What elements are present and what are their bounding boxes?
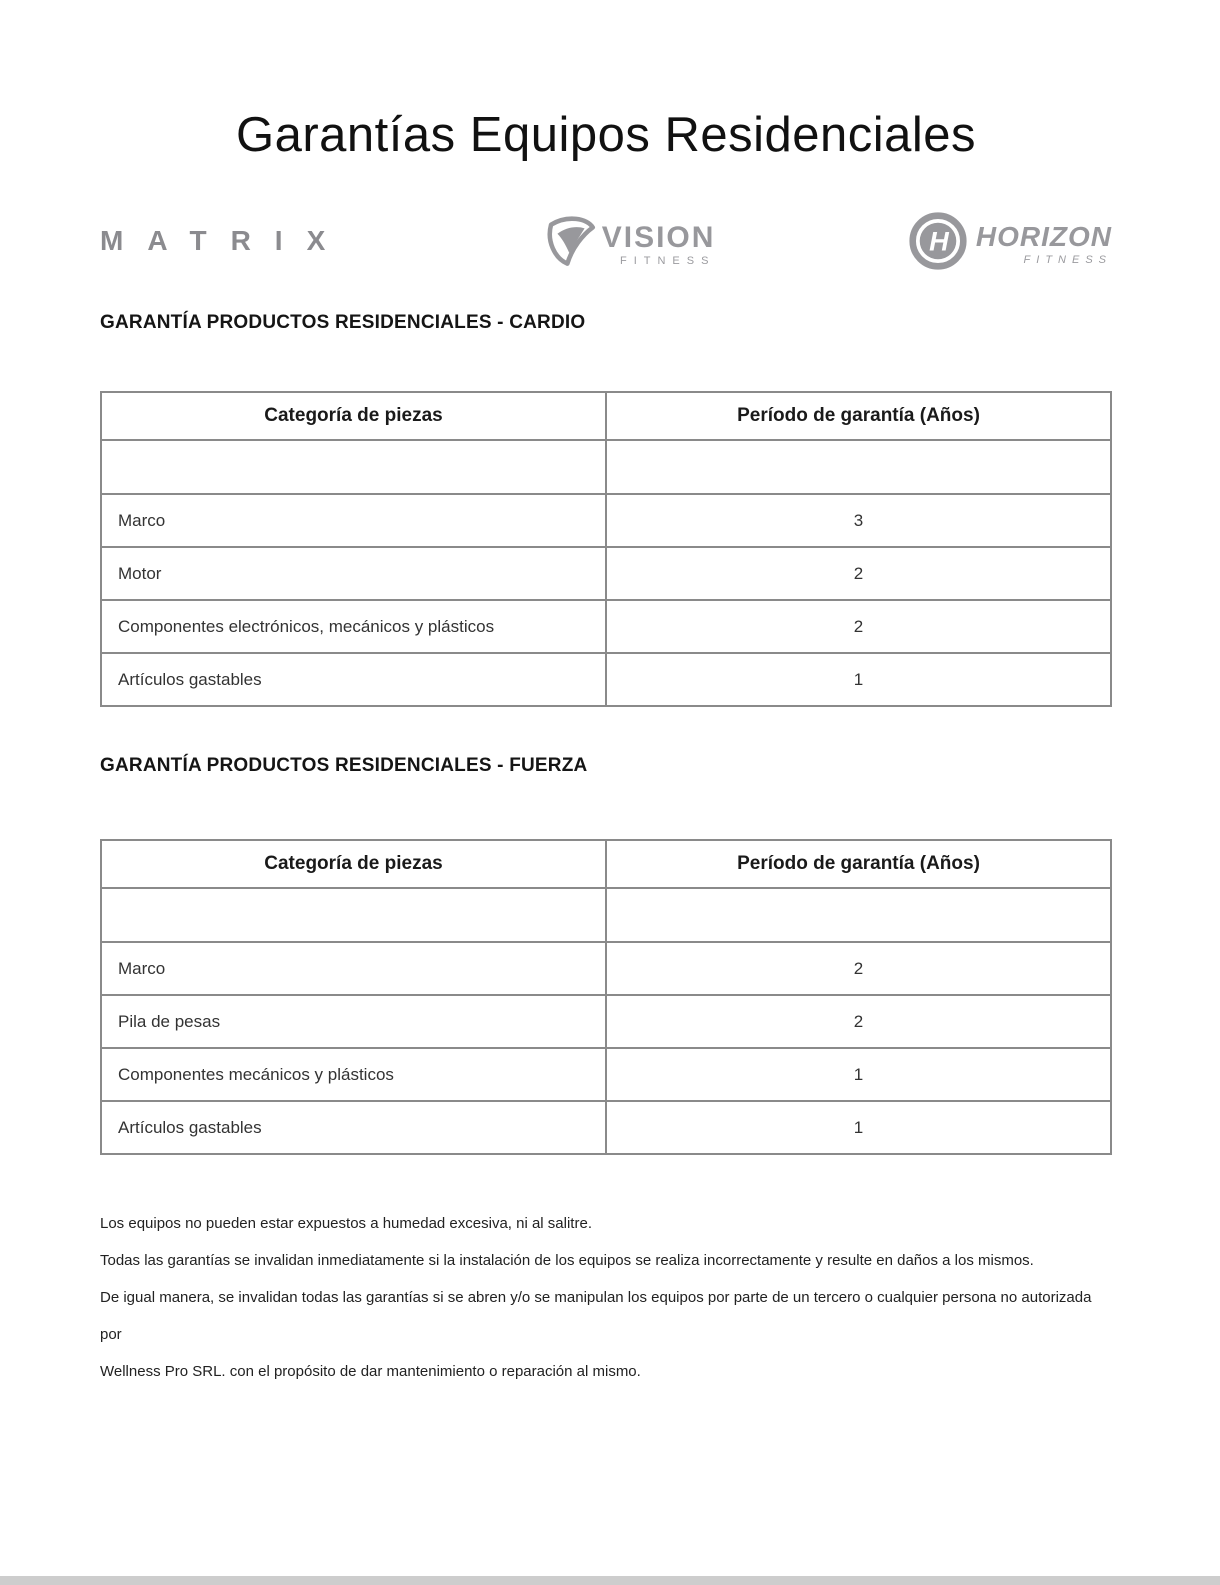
svg-text:H: H [929, 225, 949, 257]
horizon-wordmark: HORIZON [975, 220, 1112, 252]
table-header-row [101, 840, 1111, 888]
horizon-text-block [975, 220, 1112, 266]
vision-text-block [602, 223, 716, 267]
category-cell: Marco [101, 494, 606, 547]
table-row [101, 1048, 1111, 1101]
matrix-wordmark: MATRIX [100, 225, 350, 256]
note-line: De igual manera, se invalidan todas las garantías si se abren y/o se manipulan los equipos por parte de un tercero o cualquier persona no autorizada por [100, 1289, 1092, 1343]
category-cell: Marco [101, 942, 606, 995]
table-row [101, 942, 1111, 995]
category-cell: Motor [101, 547, 606, 600]
col-header-period: Período de garantía (Años) [606, 840, 1111, 888]
warranty-table-cardio [100, 391, 1112, 707]
category-cell: Componentes mecánicos y plásticos [101, 1048, 606, 1101]
horizon-badge-icon [908, 211, 968, 271]
matrix-logo [100, 225, 349, 257]
table-row [101, 653, 1111, 706]
table-row [101, 995, 1111, 1048]
vision-wordmark: VISION [601, 221, 716, 254]
warranty-table-fuerza [100, 839, 1112, 1155]
col-header-category: Categoría de piezas [101, 840, 606, 888]
years-cell: 2 [606, 600, 1111, 653]
vision-shield-icon [542, 212, 600, 270]
empty-cell [101, 888, 606, 942]
years-cell: 1 [606, 1101, 1111, 1154]
table-row [101, 600, 1111, 653]
footer-notes [100, 1205, 1112, 1390]
page-title: Garantías Equipos Residenciales [235, 108, 977, 162]
empty-cell [101, 440, 606, 494]
col-header-period: Período de garantía (Años) [606, 392, 1111, 440]
years-cell: 2 [606, 995, 1111, 1048]
brand-logos-row [100, 210, 1112, 272]
empty-cell [606, 888, 1111, 942]
horizontal-scrollbar[interactable] [0, 1576, 1220, 1585]
document-content [100, 0, 1112, 1390]
empty-cell [606, 440, 1111, 494]
table-header-row [101, 392, 1111, 440]
section-heading-fuerza: GARANTÍA PRODUCTOS RESIDENCIALES - FUERZA [100, 755, 588, 776]
years-cell: 1 [606, 653, 1111, 706]
years-cell: 3 [606, 494, 1111, 547]
section-heading-cardio: GARANTÍA PRODUCTOS RESIDENCIALES - CARDIO [100, 312, 586, 333]
category-cell: Componentes electrónicos, mecánicos y plásticos [101, 600, 606, 653]
col-header-category: Categoría de piezas [101, 392, 606, 440]
table-row [101, 494, 1111, 547]
note-line: Los equipos no pueden estar expuestos a humedad excesiva, ni al salitre. [100, 1215, 592, 1232]
years-cell: 1 [606, 1048, 1111, 1101]
vision-fitness-label: FITNESS [619, 255, 716, 267]
horizon-fitness-label: FITNESS [1023, 253, 1112, 266]
years-cell: 2 [606, 942, 1111, 995]
note-line: Todas las garantías se invalidan inmediatamente si la instalación de los equipos se realiza incorrectamente y resulte en daños a los mismos. [100, 1252, 1034, 1269]
table-row [101, 1101, 1111, 1154]
table-empty-row [101, 440, 1111, 494]
vision-logo [542, 212, 716, 270]
table-empty-row [101, 888, 1111, 942]
years-cell: 2 [606, 547, 1111, 600]
horizon-logo [908, 211, 1112, 271]
category-cell: Pila de pesas [101, 995, 606, 1048]
category-cell: Artículos gastables [101, 653, 606, 706]
note-line: Wellness Pro SRL. con el propósito de dar mantenimiento o reparación al mismo. [100, 1363, 641, 1380]
table-row [101, 547, 1111, 600]
category-cell: Artículos gastables [101, 1101, 606, 1154]
